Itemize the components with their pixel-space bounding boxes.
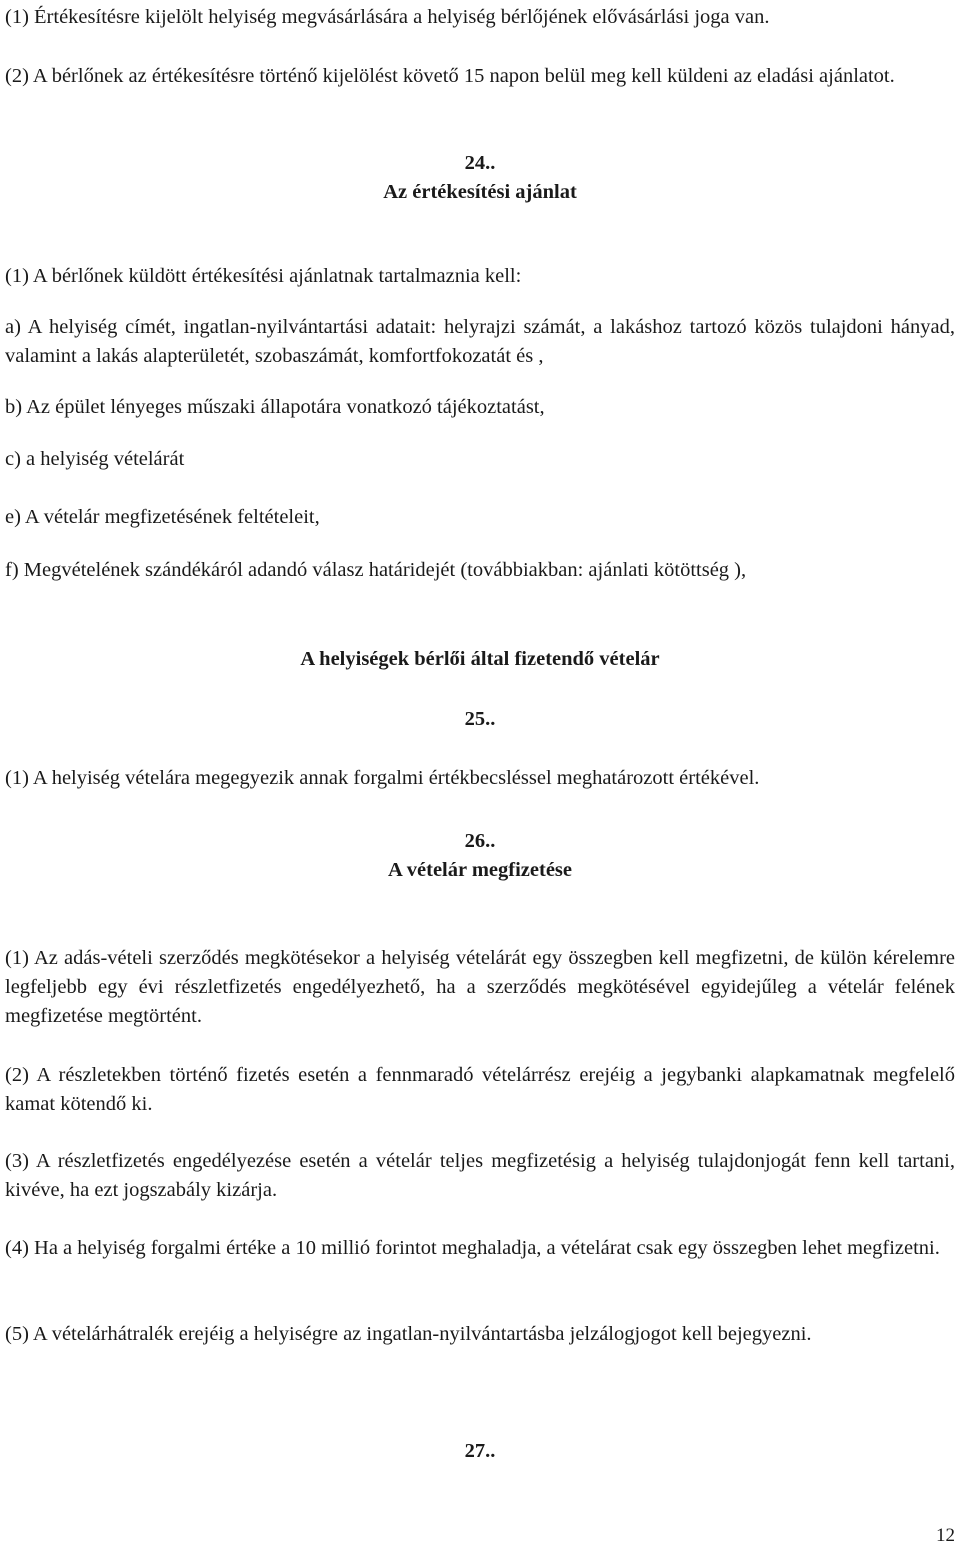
paragraph-26-1: (1) Az adás-vételi szerződés megkötésekor a helyiség vételárát egy összegben kell megfizetni, de külön kérelemre legfeljebb egy évi részletfizetés engedélyezhető, ha a szerződés megkötésével egyidejűleg a vételár felének megfizetése megtörtént.: [5, 947, 955, 1027]
paragraph-24-f: f) Megvételének szándékáról adandó válasz határidejét (továbbiakban: ajánlati kötöttség ),: [5, 559, 747, 581]
page-number: 12: [936, 1525, 955, 1546]
paragraph-25-1: (1) A helyiség vételára megegyezik annak forgalmi értékbecsléssel meghatározott értékével.: [5, 767, 760, 789]
section-26-number: 26..: [464, 830, 496, 852]
paragraph-24-a: a) A helyiség címét, ingatlan-nyilvántartási adatait: helyrajzi számát, a lakáshoz tartozó közös tulajdoni hányad, valamint a lakás alapterületét, szobaszámát, komfortfokozatát és ,: [5, 316, 955, 367]
block-title: A helyiségek bérlői által fizetendő vételár: [300, 648, 660, 670]
paragraph-26-3: (3) A részletfizetés engedélyezése esetén a vételár teljes megfizetésig a helyiség tulajdonjogát fenn kell tartani, kivéve, ha ezt jogszabály kizárja.: [5, 1150, 955, 1201]
paragraph-24-1: (1) A bérlőnek küldött értékesítési ajánlatnak tartalmaznia kell:: [5, 265, 522, 287]
paragraph-26-5: (5) A vételárhátralék erejéig a helyiségre az ingatlan-nyilvántartásba jelzálogjogot kell bejegyezni.: [5, 1323, 812, 1345]
section-26-title: A vételár megfizetése: [387, 859, 573, 881]
paragraph-23-1: (1) Értékesítésre kijelölt helyiség megvásárlására a helyiség bérlőjének elővásárlási joga van.: [5, 6, 770, 28]
section-27-number: 27..: [464, 1440, 496, 1462]
section-24-title: Az értékesítési ajánlat: [383, 181, 577, 203]
section-25-number: 25..: [464, 708, 496, 730]
paragraph-24-e: e) A vételár megfizetésének feltételeit,: [5, 506, 320, 528]
paragraph-23-2: (2) A bérlőnek az értékesítésre történő kijelölést követő 15 napon belül meg kell küldeni az eladási ajánlatot.: [5, 65, 895, 87]
paragraph-26-2: (2) A részletekben történő fizetés esetén a fennmaradó vételárrész erejéig a jegybanki alapkamatnak megfelelő kamat kötendő ki.: [5, 1064, 955, 1115]
paragraph-24-b: b) Az épület lényeges műszaki állapotára vonatkozó tájékoztatást,: [5, 396, 545, 418]
section-24-number: 24..: [464, 152, 496, 174]
paragraph-24-c: c) a helyiség vételárát: [5, 448, 185, 470]
paragraph-26-4: (4) Ha a helyiség forgalmi értéke a 10 millió forintot meghaladja, a vételárat csak egy összegben lehet megfizetni.: [5, 1237, 940, 1259]
